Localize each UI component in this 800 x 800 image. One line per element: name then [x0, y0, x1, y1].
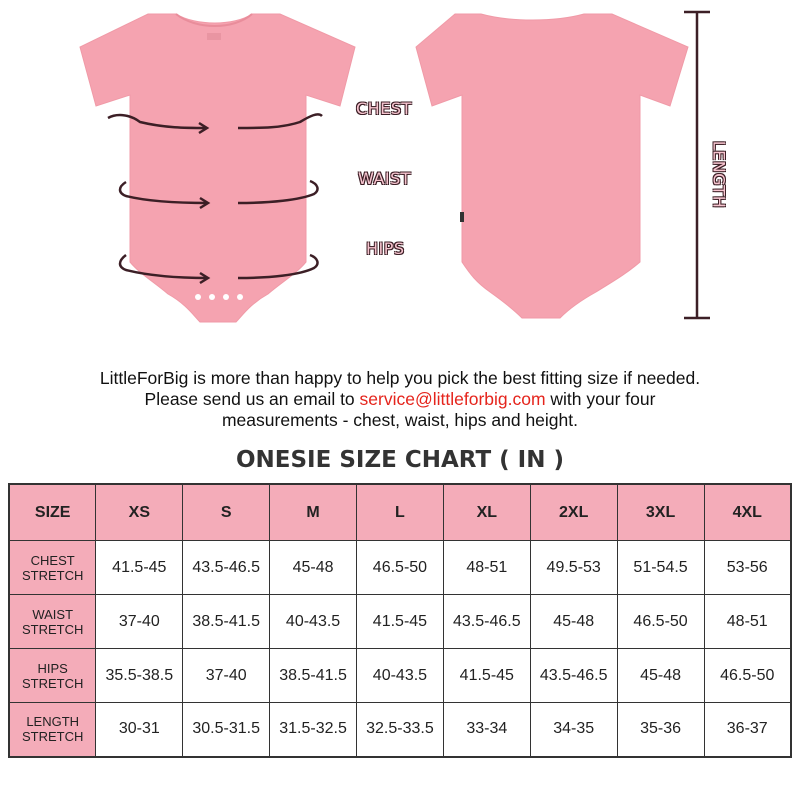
table-cell: 41.5-45 [357, 595, 444, 649]
table-header-row [9, 484, 791, 541]
row-label-line: LENGTH [26, 714, 80, 730]
table-cell: 49.5-53 [530, 541, 617, 595]
table-cell: 37-40 [183, 649, 270, 703]
waist-label: WAIST [358, 169, 412, 188]
length-measure-bar [684, 12, 710, 318]
row-label-line: CHEST [30, 552, 75, 568]
table-cell: 51-54.5 [617, 541, 704, 595]
table-cell: 40-43.5 [357, 649, 444, 703]
intro-line-2-start: Please send us an email to [144, 389, 360, 409]
table-cell: 37-40 [96, 595, 183, 649]
table-row [9, 703, 791, 757]
table-cell: 45-48 [617, 649, 704, 703]
table-cell: 41.5-45 [443, 649, 530, 703]
size-header-s: S [183, 484, 270, 541]
size-chart-table [8, 483, 792, 758]
table-cell: 43.5-46.5 [183, 541, 270, 595]
table-cell: 34-35 [530, 703, 617, 757]
table-row [9, 595, 791, 649]
table-row [9, 649, 791, 703]
table-cell: 35.5-38.5 [96, 649, 183, 703]
table-cell: 43.5-46.5 [443, 595, 530, 649]
table-cell: 46.5-50 [704, 649, 791, 703]
table-cell: 40-43.5 [270, 595, 357, 649]
table-cell: 48-51 [704, 595, 791, 649]
intro-line-3: measurements - chest, waist, hips and height. [221, 410, 578, 430]
row-label-line: HIPS [37, 660, 68, 676]
row-label-waist [9, 595, 96, 649]
table-cell: 33-34 [443, 703, 530, 757]
table-cell: 30-31 [96, 703, 183, 757]
table-cell: 35-36 [617, 703, 704, 757]
size-header-xs: XS [96, 484, 183, 541]
row-label-hips [9, 649, 96, 703]
row-label-line: STRETCH [21, 567, 84, 583]
onesie-front-image [80, 14, 355, 322]
table-cell: 53-56 [704, 541, 791, 595]
table-cell: 36-37 [704, 703, 791, 757]
size-header-4xl: 4XL [704, 484, 791, 541]
intro-line-1: LittleForBig is more than happy to help you pick the best fitting size if needed. [99, 368, 701, 388]
onesie-back-image [416, 14, 688, 318]
size-header-l: L [357, 484, 444, 541]
row-label-line: STRETCH [21, 675, 84, 691]
email-link[interactable]: service@littleforbig.com [359, 389, 546, 409]
row-label-length [9, 703, 96, 757]
table-cell: 38.5-41.5 [270, 649, 357, 703]
row-label-line: STRETCH [21, 621, 84, 637]
hips-label: HIPS [366, 239, 405, 258]
table-cell: 30.5-31.5 [183, 703, 270, 757]
table-cell: 45-48 [530, 595, 617, 649]
table-cell: 41.5-45 [96, 541, 183, 595]
table-cell: 46.5-50 [357, 541, 444, 595]
chest-label: CHEST [356, 99, 412, 118]
size-header-2xl: 2XL [530, 484, 617, 541]
size-header-3xl: 3XL [617, 484, 704, 541]
table-cell: 45-48 [270, 541, 357, 595]
table-cell: 43.5-46.5 [530, 649, 617, 703]
table-row [9, 541, 791, 595]
table-cell: 31.5-32.5 [270, 703, 357, 757]
size-header-cell: SIZE [9, 484, 96, 541]
table-cell: 32.5-33.5 [357, 703, 444, 757]
row-label-line: STRETCH [21, 729, 84, 745]
row-label-line: WAIST [32, 606, 74, 622]
length-label: LENGTH [709, 140, 729, 209]
row-label-chest [9, 541, 96, 595]
table-cell: 38.5-41.5 [183, 595, 270, 649]
size-header-m: M [270, 484, 357, 541]
intro-line-2-end: with your four [545, 389, 656, 409]
table-cell: 48-51 [443, 541, 530, 595]
intro-line-2 [0, 389, 800, 410]
size-chart-title: ONESIE SIZE CHART ( IN ) [235, 447, 565, 473]
size-header-xl: XL [443, 484, 530, 541]
table-cell: 46.5-50 [617, 595, 704, 649]
